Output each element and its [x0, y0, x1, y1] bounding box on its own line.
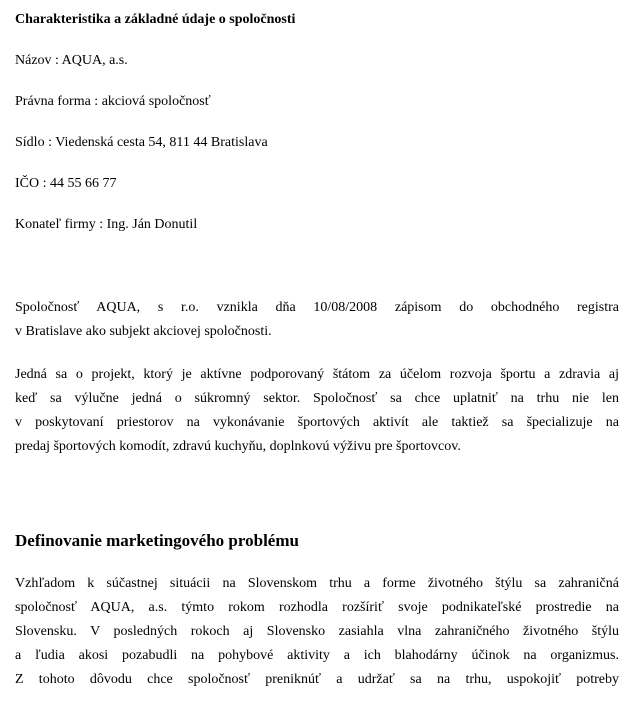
field-address: Sídlo : Viedenská cesta 54, 811 44 Bratislava: [15, 135, 268, 150]
text-line: a ľudia akosi pozabudli na pohybové aktivity a ich blahodárny účinok na organizmus.: [15, 648, 619, 663]
text-line: v Bratislave ako subjekt akciovej spoločnosti.: [15, 324, 272, 339]
section-heading-company: Charakteristika a základné údaje o spoločnosti: [15, 12, 296, 27]
paragraph-founding: [15, 296, 619, 344]
text-line: v poskytovaní priestorov na vykonávanie športových aktivít ale taktiež sa špecializuje na: [15, 415, 619, 430]
section-heading-marketing: Definovanie marketingového problému: [15, 531, 299, 550]
text-line: Slovensku. V posledných rokoch aj Slovensko zasiahla vlna zahraničného životného štýlu: [15, 624, 619, 639]
text-line: spoločnosť AQUA, a.s. týmto rokom rozhodla rozšíriť svoje podnikateľské prostredie na: [15, 600, 619, 615]
text-line: Vzhľadom k súčastnej situácii na Slovenskom trhu a forme životného štýlu sa zahraničná: [15, 576, 619, 591]
text-line: Spoločnosť AQUA, s r.o. vznikla dňa 10/08/2008 zápisom do obchodného registra: [15, 300, 619, 315]
text-line: keď sa výlučne jedná o súkromný sektor. Spoločnosť sa chce uplatniť na trhu nie len: [15, 391, 619, 406]
text-line: predaj športových komodít, zdravú kuchyňu, doplnkovú výživu pre športovcov.: [15, 439, 461, 454]
field-director: Konateľ firmy : Ing. Ján Donutil: [15, 217, 198, 232]
text-line: Jedná sa o projekt, ktorý je aktívne podporovaný štátom za účelom rozvoja športu a zdravia aj: [15, 367, 619, 382]
text-line: Z tohoto dôvodu chce spoločnosť preniknúť a udržať sa na trhu, uspokojiť potreby: [15, 672, 619, 687]
paragraph-project: [15, 363, 619, 459]
field-ico: IČO : 44 55 66 77: [15, 176, 117, 191]
field-legal-form: Právna forma : akciová spoločnosť: [15, 94, 211, 109]
paragraph-marketing: [15, 572, 619, 692]
field-company-name: Názov : AQUA, a.s.: [15, 53, 128, 68]
